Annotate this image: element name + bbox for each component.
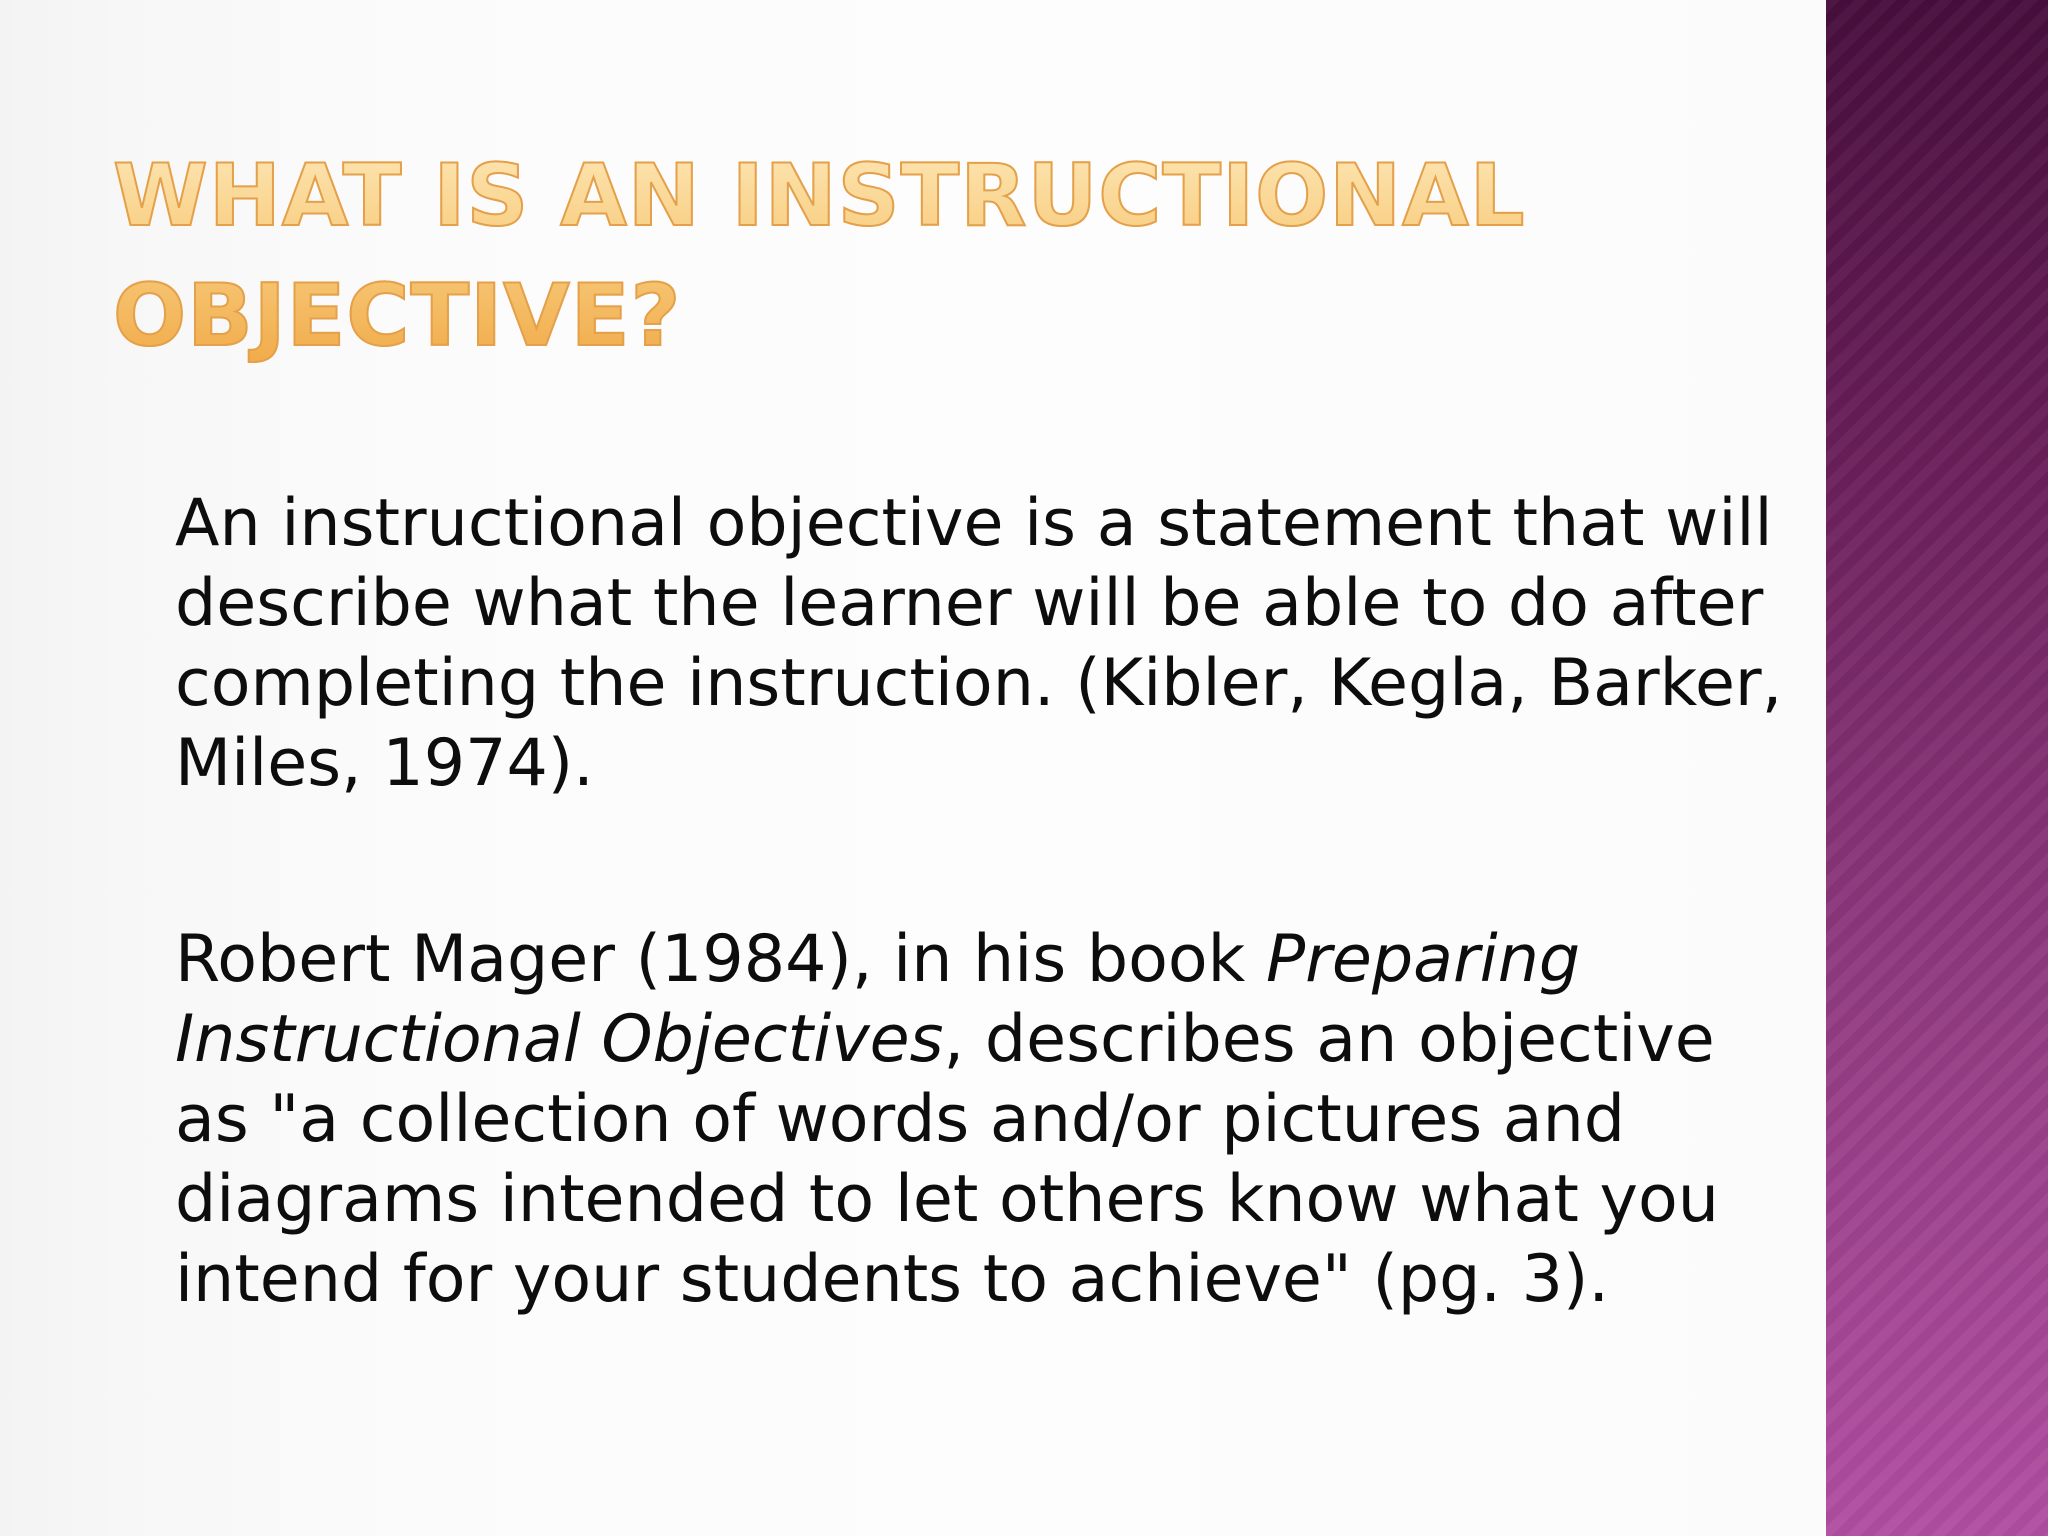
mager-quote-paragraph xyxy=(175,920,1795,1320)
slide-title: WHAT IS AN INSTRUCTIONAL OBJECTIVE? xyxy=(113,136,1613,376)
quote-text: , describes an objective as "a collection of words and/or pictures and diagrams intended to let others know what you intend for your students to achieve" (pg. 3). xyxy=(175,1002,1719,1317)
book-title: Preparing Instructional Objectives xyxy=(175,922,1581,1077)
quote-intro-text: Robert Mager (1984), in his book xyxy=(175,922,1266,997)
decorative-side-bar xyxy=(1826,0,2048,1536)
definition-paragraph: An instructional objective is a statement that will describe what the learner will be able to do after completing the instruction. (Kibler, Kegla, Barker, Miles, 1974). xyxy=(175,486,1783,801)
